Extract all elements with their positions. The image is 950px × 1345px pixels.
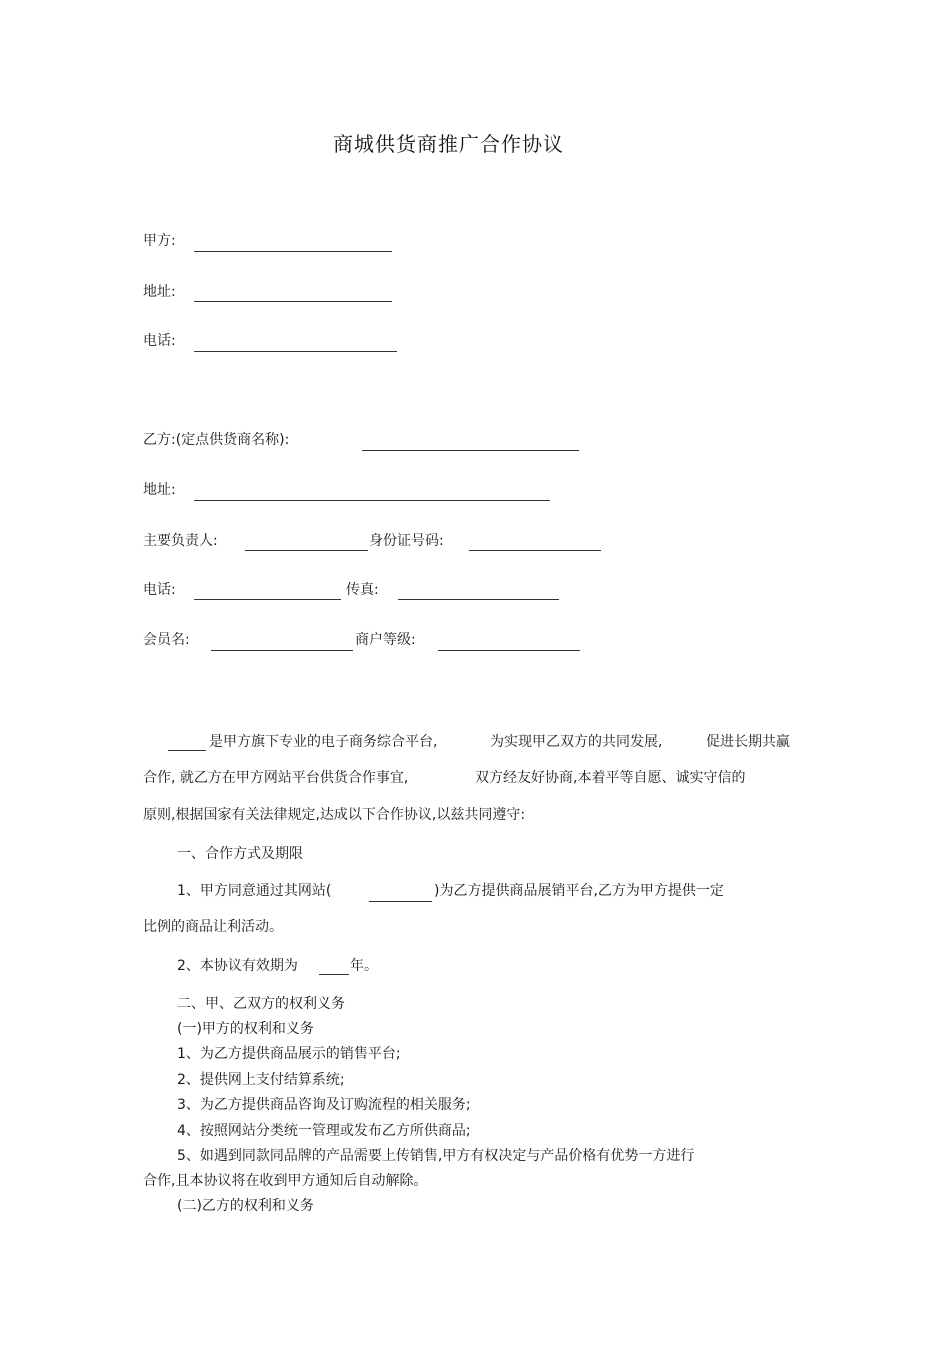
party-b-manager-label: 主要负责人: xyxy=(143,533,218,549)
section2-item-1: 1、为乙方提供商品展示的销售平台; xyxy=(177,1046,401,1062)
party-a-name-label: 甲方: xyxy=(143,233,176,249)
party-b-fax-label: 传真: xyxy=(346,582,379,598)
party-a-phone-label: 电话: xyxy=(143,333,176,349)
intro-line2-part1: 合作, 就乙方在甲方网站平台供货合作事宜, xyxy=(143,770,409,786)
party-b-member-field[interactable] xyxy=(211,650,353,651)
party-b-name-field[interactable] xyxy=(362,450,579,451)
party-b-level-field[interactable] xyxy=(438,650,580,651)
term-years-blank[interactable] xyxy=(319,974,349,975)
party-b-name-label: 乙方:(定点供货商名称): xyxy=(143,432,290,448)
section1-item1-cont: 比例的商品让利活动。 xyxy=(143,919,283,935)
section2-item-5-cont: 合作,且本协议将在收到甲方通知后自动解除。 xyxy=(143,1173,428,1189)
party-b-phone-label: 电话: xyxy=(143,582,176,598)
section1-item1-part1: 1、甲方同意通过其网站( xyxy=(177,883,332,899)
section1-item2-part2: 年。 xyxy=(350,958,378,974)
intro-line3: 原则,根据国家有关法律规定,达成以下合作协议,以兹共同遵守: xyxy=(143,807,526,823)
platform-name-blank[interactable] xyxy=(168,750,206,751)
section2-item-2: 2、提供网上支付结算系统; xyxy=(177,1072,345,1088)
section2-heading: 二、甲、乙双方的权利义务 xyxy=(177,996,345,1012)
section2-item-3: 3、为乙方提供商品咨询及订购流程的相关服务; xyxy=(177,1097,471,1113)
section1-heading: 一、合作方式及期限 xyxy=(177,846,303,862)
section1-item1-part2: )为乙方提供商品展销平台,乙方为甲方提供一定 xyxy=(434,883,724,899)
party-b-address-field[interactable] xyxy=(194,500,550,501)
website-name-blank[interactable] xyxy=(369,901,432,902)
party-a-address-field[interactable] xyxy=(194,301,392,302)
party-b-phone-field[interactable] xyxy=(194,599,341,600)
party-a-address-label: 地址: xyxy=(143,284,176,300)
section2-item-4: 4、按照网站分类统一管理或发布乙方所供商品; xyxy=(177,1123,471,1139)
party-a-name-field[interactable] xyxy=(194,251,392,252)
section2-sub2: (二)乙方的权利和义务 xyxy=(177,1198,314,1214)
party-b-fax-field[interactable] xyxy=(398,599,559,600)
intro-line1-part2: 为实现甲乙双方的共同发展, xyxy=(490,734,663,750)
section2-item-5: 5、如遇到同款同品牌的产品需要上传销售,甲方有权决定与产品价格有优势一方进行 xyxy=(177,1148,695,1164)
party-b-member-label: 会员名: xyxy=(143,632,190,648)
section2-sub1: (一)甲方的权利和义务 xyxy=(177,1021,314,1037)
party-b-address-label: 地址: xyxy=(143,482,176,498)
document-title: 商城供货商推广合作协议 xyxy=(333,132,564,156)
intro-line1-part1: 是甲方旗下专业的电子商务综合平台, xyxy=(209,734,438,750)
party-b-level-label: 商户等级: xyxy=(355,632,416,648)
party-a-phone-field[interactable] xyxy=(194,351,397,352)
intro-line1-part3: 促进长期共赢 xyxy=(706,734,790,750)
party-b-id-label: 身份证号码: xyxy=(369,533,444,549)
party-b-id-field[interactable] xyxy=(469,550,601,551)
party-b-manager-field[interactable] xyxy=(245,550,368,551)
intro-line2-part2: 双方经友好协商,本着平等自愿、诚实守信的 xyxy=(475,770,746,786)
section1-item2-part1: 2、本协议有效期为 xyxy=(177,958,298,974)
